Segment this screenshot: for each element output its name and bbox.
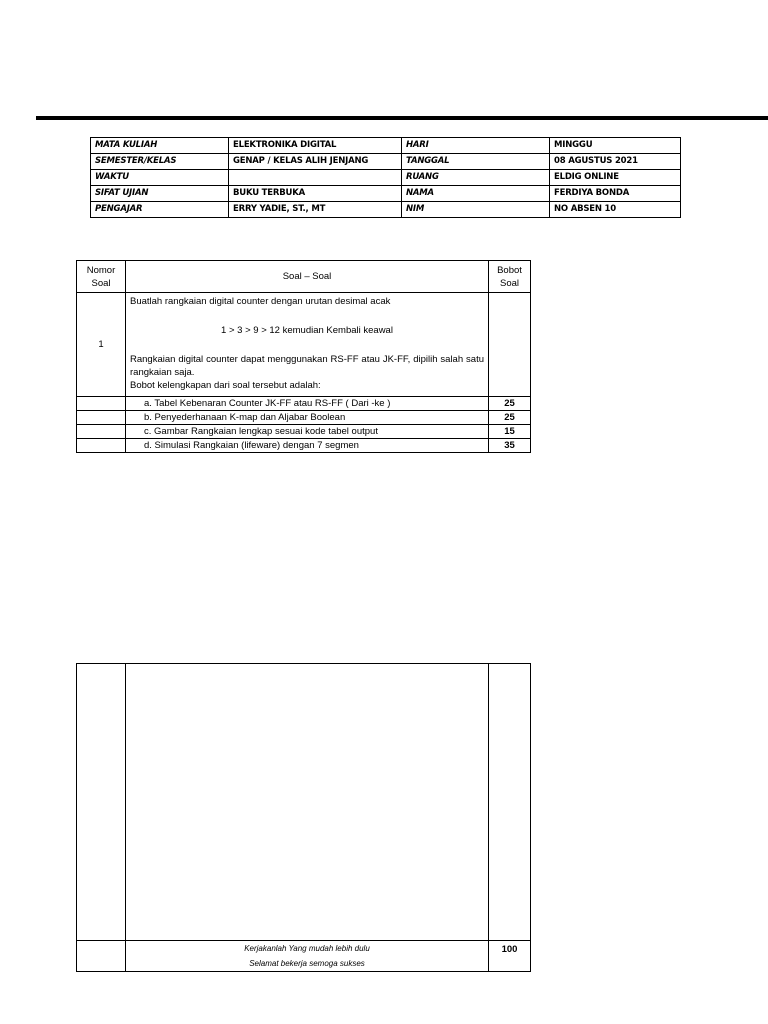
- value-waktu: [229, 170, 402, 186]
- footer-empty-cell: [77, 941, 126, 972]
- sub-item-row-a: [77, 397, 531, 411]
- sub-item-number-empty: [77, 439, 126, 453]
- label-waktu: WAKTU: [91, 170, 229, 186]
- sub-item-weight-c: 15: [489, 425, 531, 439]
- info-row-sifat-ujian: [91, 186, 681, 202]
- answer-number-cell: [77, 664, 126, 941]
- header-soal: Soal – Soal: [126, 261, 489, 293]
- label-tanggal: TANGGAL: [402, 154, 550, 170]
- label-hari: HARI: [402, 138, 550, 154]
- question-line-2: Rangkaian digital counter dapat menggunakan RS-FF atau JK-FF, dipilih salah satu rangkaian saja.: [130, 354, 484, 378]
- sub-item-weight-a: 25: [489, 397, 531, 411]
- sub-item-text-d: d. Simulasi Rangkaian (lifeware) dengan 7 segmen: [126, 439, 489, 453]
- value-nama: FERDIYA BONDA: [550, 186, 681, 202]
- question-text: [126, 293, 489, 397]
- value-nim: NO ABSEN 10: [550, 202, 681, 218]
- answer-weight-cell: [489, 664, 531, 941]
- sub-item-row-c: [77, 425, 531, 439]
- question-row-1: [77, 293, 531, 397]
- label-nama: NAMA: [402, 186, 550, 202]
- footer-note-line-2: Selamat bekerja semoga sukses: [249, 959, 365, 968]
- sub-item-text-c: c. Gambar Rangkaian lengkap sesuai kode tabel output: [126, 425, 489, 439]
- sub-item-row-b: [77, 411, 531, 425]
- total-weight: 100: [489, 941, 531, 972]
- top-divider: [36, 116, 768, 120]
- question-line-3: Bobot kelengkapan dari soal tersebut adalah:: [130, 380, 321, 391]
- answer-table: [76, 663, 531, 972]
- footer-note-line-1: Kerjakanlah Yang mudah lebih dulu: [244, 944, 370, 953]
- value-mata-kuliah: ELEKTRONIKA DIGITAL: [229, 138, 402, 154]
- info-row-mata-kuliah: [91, 138, 681, 154]
- footer-note: [126, 941, 489, 972]
- sub-item-text-b: b. Penyederhanaan K-map dan Aljabar Boolean: [126, 411, 489, 425]
- header-nomor-soal: Nomor Soal: [77, 261, 126, 293]
- value-semester-kelas: GENAP / KELAS ALIH JENJANG: [229, 154, 402, 170]
- info-row-pengajar: [91, 202, 681, 218]
- info-row-waktu: [91, 170, 681, 186]
- label-ruang: RUANG: [402, 170, 550, 186]
- answer-footer-row: [77, 941, 531, 972]
- value-pengajar: ERRY YADIE, ST., MT: [229, 202, 402, 218]
- value-tanggal: 08 AGUSTUS 2021: [550, 154, 681, 170]
- exam-info-table: [90, 137, 681, 218]
- question-line-1: Buatlah rangkaian digital counter dengan urutan desimal acak: [130, 296, 391, 307]
- answer-content-cell: [126, 664, 489, 941]
- label-semester-kelas: SEMESTER/KELAS: [91, 154, 229, 170]
- question-table-header: [77, 261, 531, 293]
- question-number: 1: [77, 293, 126, 397]
- label-mata-kuliah: MATA KULIAH: [91, 138, 229, 154]
- sub-item-number-empty: [77, 397, 126, 411]
- question-table: [76, 260, 531, 453]
- question-weight-empty: [489, 293, 531, 397]
- label-pengajar: PENGAJAR: [91, 202, 229, 218]
- sub-item-number-empty: [77, 411, 126, 425]
- sub-item-weight-d: 35: [489, 439, 531, 453]
- value-sifat-ujian: BUKU TERBUKA: [229, 186, 402, 202]
- sub-item-weight-b: 25: [489, 411, 531, 425]
- sub-item-number-empty: [77, 425, 126, 439]
- answer-area-row: [77, 664, 531, 941]
- sub-item-row-d: [77, 439, 531, 453]
- value-hari: MINGGU: [550, 138, 681, 154]
- sub-item-text-a: a. Tabel Kebenaran Counter JK-FF atau RS-FF ( Dari -ke ): [126, 397, 489, 411]
- label-nim: NIM: [402, 202, 550, 218]
- value-ruang: ELDIG ONLINE: [550, 170, 681, 186]
- question-sequence: 1 > 3 > 9 > 12 kemudian Kembali keawal: [221, 325, 393, 336]
- header-bobot-soal: Bobot Soal: [489, 261, 531, 293]
- info-row-semester: [91, 154, 681, 170]
- label-sifat-ujian: SIFAT UJIAN: [91, 186, 229, 202]
